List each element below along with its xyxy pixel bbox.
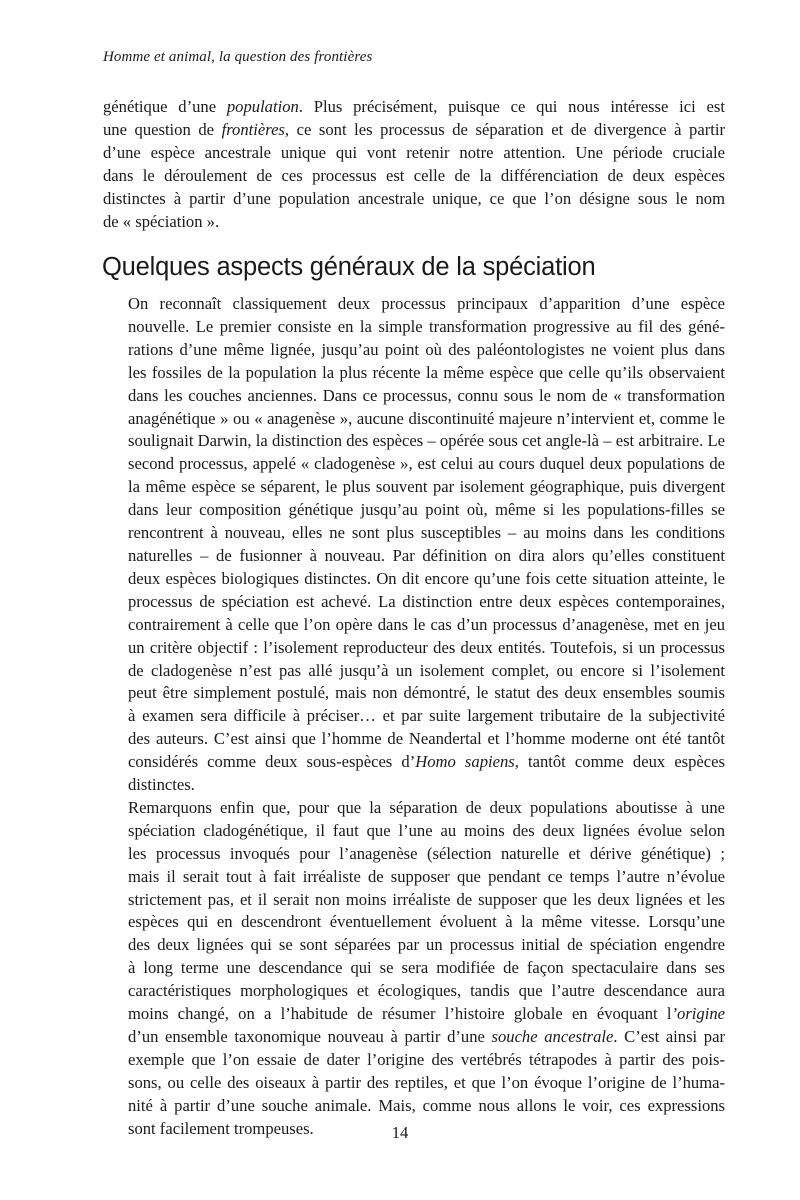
- text-line: [103, 1026, 725, 1049]
- running-head: Homme et animal, la question des frontières: [103, 49, 373, 65]
- text-run: d’un ensemble taxonomique nouveau à partir d’une: [128, 1027, 492, 1046]
- body-text: [103, 293, 725, 1141]
- text-run: nouvelle. Le premier consiste en la simple transformation progressive au fil des géné-: [128, 316, 725, 336]
- text-line: [103, 385, 725, 408]
- text-run: sont facilement trompeuses.: [128, 1118, 314, 1138]
- text-line: [103, 1095, 725, 1118]
- text-run: à examen sera difficile à préciser… et par suite largement tributaire de la subjectivité: [128, 706, 725, 726]
- text-line: [103, 408, 725, 431]
- text-run: considérés comme deux sous-espèces d’: [128, 752, 416, 772]
- text-run: des deux lignées qui se sont séparées par un processus initial de spéciation engendre: [128, 935, 725, 955]
- text-line: [103, 934, 725, 957]
- text-run: les processus invoqués pour l’anagenèse (sélection naturelle et dérive génétique) ;: [128, 843, 725, 863]
- intro-paragraph: [103, 96, 725, 233]
- text-line: [103, 751, 725, 774]
- text-run: . C’est ainsi par: [613, 1027, 725, 1046]
- text-run: la même espèce se séparent, le plus souvent par isolement géographique, puis divergent: [128, 477, 725, 497]
- text-run: On reconnaît classiquement deux processus principaux d’apparition d’une espèce: [128, 294, 725, 313]
- section-heading: Quelques aspects généraux de la spéciation: [102, 253, 596, 281]
- text-line: [103, 119, 725, 142]
- text-run: nité à partir d’une souche animale. Mais, comme nous allons le voir, ces expressions: [128, 1095, 725, 1115]
- text-run: soulignait Darwin, la distinction des espèces – opérée sous cet angle-là – est arbitraire. Le: [128, 431, 725, 451]
- text-run: anagénétique » ou « anagenèse », aucune discontinuité majeure n’intervient et, comme le: [128, 408, 725, 428]
- text-run: sons, ou celle des oiseaux à partir des reptiles, et que l’on évoque l’origine de l’huma-: [128, 1072, 725, 1092]
- italic-text: population: [226, 97, 299, 116]
- text-run: moins changé, on a l’habitude de résumer l’histoire globale en évoquant l: [128, 1004, 672, 1024]
- text-line: [103, 866, 725, 889]
- text-line: [103, 728, 725, 751]
- text-line: [103, 1003, 725, 1026]
- text-run: . Plus précisément, puisque ce qui nous intéresse ici est: [298, 97, 725, 116]
- paragraph: [103, 797, 725, 1141]
- text-run: les fossiles de la population la plus récente la même espèce que celle qu’ils observaient: [128, 362, 725, 382]
- text-run: spéciation cladogénétique, il faut que l’une au moins des deux lignées évolue selon: [128, 820, 725, 840]
- text-run: dans les couches anciennes. Dans ce processus, connu sous le nom de « transformation: [128, 385, 725, 405]
- text-line: [103, 957, 725, 980]
- text-run: , ce sont les processus de séparation et de divergence à partir: [284, 119, 725, 139]
- text-line: [103, 188, 725, 211]
- text-run: rations d’une même lignée, jusqu’au point où des paléontologistes ne voient plus dans: [128, 339, 725, 359]
- text-line: [103, 797, 725, 820]
- text-line: [103, 1049, 725, 1072]
- text-run: distinctes à partir d’une population ancestrale unique, ce que l’on désigne sous le nom: [103, 188, 725, 208]
- text-run: caractéristiques morphologiques et écologiques, tandis que l’autre descendance aura: [128, 981, 725, 1001]
- text-line: [103, 211, 725, 234]
- text-line: [103, 453, 725, 476]
- text-run: peut être simplement postulé, mais non démontré, le statut des deux ensembles soumis: [128, 683, 725, 703]
- text-run: mais il serait tout à fait irréaliste de supposer que pendant ce temps l’autre n’évolue: [128, 866, 725, 886]
- text-line: [103, 499, 725, 522]
- text-run: processus de spéciation est achevé. La distinction entre deux espèces contemporaines,: [128, 591, 725, 611]
- text-line: [103, 165, 725, 188]
- text-line: [103, 522, 725, 545]
- text-line: [103, 142, 725, 165]
- text-line: [103, 820, 725, 843]
- text-run: un critère objectif : l’isolement reproducteur des deux entités. Toutefois, si un processus: [128, 637, 725, 657]
- text-line: [103, 476, 725, 499]
- text-line: [103, 430, 725, 453]
- text-line: [103, 568, 725, 591]
- italic-text: ,: [408, 454, 413, 474]
- text-run: à long terme une descendance qui se sera modifiée de façon spectaculaire dans ses: [128, 958, 725, 978]
- text-run: de « spéciation ».: [103, 211, 220, 231]
- text-line: [103, 591, 725, 614]
- text-run: des auteurs. C’est ainsi que l’homme de Neandertal et l’homme moderne ont été tantôt: [128, 729, 725, 749]
- paragraph: [103, 96, 725, 233]
- text-run: rencontrent à nouveau, elles ne sont plus susceptibles – au moins dans les conditions: [128, 523, 725, 543]
- text-line: [103, 339, 725, 362]
- text-line: [103, 843, 725, 866]
- text-run: d’une espèce ancestrale unique qui vont retenir notre attention. Une période cruciale: [103, 142, 725, 162]
- text-line: [103, 911, 725, 934]
- text-line: [103, 980, 725, 1003]
- text-line: [103, 545, 725, 568]
- text-run: espèces qui en descendront éventuellement évoluent à la même vitesse. Lorsqu’une: [128, 912, 725, 932]
- italic-text: souche ancestrale: [491, 1027, 614, 1046]
- text-run: distinctes.: [128, 775, 195, 795]
- text-run: dans le déroulement de ces processus est celle de la différenciation de deux espèces: [103, 165, 725, 185]
- text-line: [103, 1072, 725, 1095]
- text-line: [103, 614, 725, 637]
- text-line: [103, 889, 725, 912]
- text-line: [103, 316, 725, 339]
- text-run: naturelles – de fusionner à nouveau. Par définition on dira alors qu’elles constituent: [128, 545, 725, 565]
- text-run: génétique d’une: [103, 97, 227, 116]
- text-line: [103, 293, 725, 316]
- text-run: est celui au cours duquel deux populations de: [412, 454, 725, 474]
- text-run: second processus, appelé « cladogenèse »: [128, 454, 409, 474]
- text-line: [103, 96, 725, 119]
- text-line: [103, 705, 725, 728]
- paragraph: [103, 293, 725, 797]
- text-run: strictement pas, et il serait non moins irréaliste de supposer que les deux lignées et les: [128, 889, 725, 909]
- text-run: une question de: [103, 119, 222, 139]
- text-run: contrairement à celle que l’on opère dans le cas d’un processus d’anagenèse, met en jeu: [128, 614, 725, 634]
- italic-text: Homo sapiens: [415, 752, 515, 772]
- text-run: exemple que l’on essaie de dater l’origine des vertébrés tétrapodes à partir des pois-: [128, 1049, 725, 1069]
- text-run: , tantôt comme deux espèces: [514, 752, 725, 772]
- text-run: Remarquons enfin que, pour que la séparation de deux populations aboutisse à une: [128, 797, 725, 817]
- text-line: [103, 682, 725, 705]
- italic-text: frontières: [221, 119, 285, 139]
- italic-text: ’origine: [671, 1004, 725, 1024]
- text-run: dans leur composition génétique jusqu’au point où, même si les populations-filles se: [128, 500, 725, 520]
- text-line: [103, 637, 725, 660]
- page-number: 14: [391, 1123, 409, 1142]
- text-line: [103, 660, 725, 683]
- text-line: [103, 362, 725, 385]
- text-run: de cladogenèse n’est pas allé jusqu’à un isolement complet, ou encore si l’isolement: [128, 660, 725, 680]
- text-run: deux espèces biologiques distinctes. On dit encore qu’une fois cette situation atteinte, le: [128, 568, 725, 588]
- text-line: [103, 774, 725, 797]
